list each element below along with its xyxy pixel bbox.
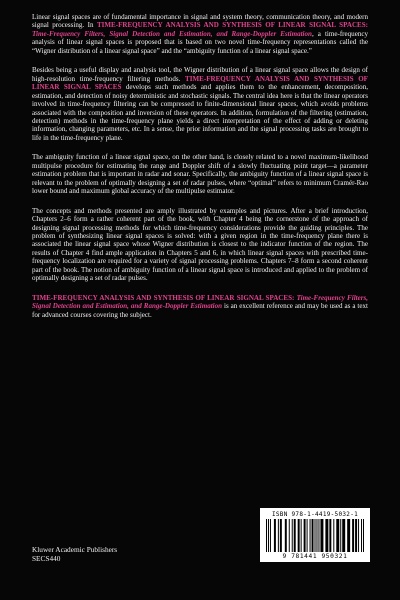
barcode-bar (268, 519, 269, 552)
body-text: The concepts and methods presented are amply illustrated by examples and pictures. After a brief introduction, Chapters 2–6 form a rather coherent part of the book, with Chapter 4 being the cornerstone of the approach of designing signal processing methods for which time-frequency considerations provide the guiding principles. The problem of synthesizing linear signal spaces is solved: with a given region in the time-frequency plane there is associated the linear signal space whose Wigner distribution is closest to the indicator function of the region. The results of Chapter 4 find ample application in Chapters 5 and 6, in which linear signal spaces with prescribed time-frequency localization are required for a variety of signal processing problems. Chapters 7–8 form a second coherent part of the book. The notion of ambiguity function of a linear signal space is introduced and applied to the problem of optimally designing a set of radar pulses. (32, 206, 368, 283)
body-text: The ambiguity function of a linear signal space, on the other hand, is closely related to a novel maximum-likelihood multipulse procedure for estimating the range and Doppler shift of a slowly fluctuating point target—a parameter estimation problem that is important in radar and sonar. Specifically, the ambiguity function of a linear signal space is relevant to the problem of optimally designing a set of radar pulses, where “optimal” refers to minimum Cramér-Rao lower bound and maximum global accuracy of the multipulse estimator. (32, 153, 368, 196)
isbn-number: ISBN 978-1-4419-5032-1 (271, 511, 359, 518)
barcode-bar (310, 519, 311, 552)
publisher-block (32, 545, 117, 563)
barcode-label (260, 508, 370, 562)
body-text: develops such methods and applies them to the enhancement, decomposition, estimation, and detection of noisy deterministic and stochastic signals. The central idea here is that the linear operators involved in time-frequency filtering can be compressed to finite-dimensional linear spaces, which avoids problems associated with the composition and inversion of these operators. In addition, formulation of the filtering (estimation, detection) methods in the time-frequency plane yields a direct interpretation of the effect of adding or deleting information, changing parameters, etc. In a sense, the prior information and the signal processing tasks are brought to life in the time-frequency plane. (32, 83, 368, 142)
body-text: is an excellent reference and may be used as a text for advanced courses covering the subject. (32, 302, 368, 319)
barcode-bar (315, 519, 316, 552)
body-text: Besides being a useful display and analysis tool, the Wigner distribution of a linear signal space allows the design of high-resolution time-frequency filtering methods. (32, 66, 368, 83)
barcode-bar (278, 519, 279, 552)
blurb-paragraph (32, 207, 368, 283)
barcode-bar (274, 519, 276, 552)
title-text: TIME-FREQUENCY ANALYSIS AND SYNTHESIS OF LINEAR SIGNAL SPACES (32, 74, 368, 92)
barcode-bar (340, 519, 341, 552)
barcode-bar (336, 519, 339, 552)
barcode-bar (320, 519, 323, 552)
barcode-bar (298, 519, 300, 552)
barcode-bar (347, 519, 350, 552)
title-text: TIME-FREQUENCY ANALYSIS AND SYNTHESIS OF LINEAR SIGNAL SPACES: (96, 21, 368, 30)
title-text: Time-Frequency Filters, Signal Detection and Estimation, and Range-Doppler Estimation (32, 29, 312, 38)
blurb-paragraph (32, 66, 368, 142)
title-text: TIME-FREQUENCY ANALYSIS AND SYNTHESIS OF LINEAR SIGNAL SPACES: (32, 293, 297, 302)
blurb-paragraph (32, 153, 368, 195)
barcode-bar (289, 519, 290, 552)
barcode-bar (358, 519, 359, 552)
blurb-text (32, 13, 368, 319)
barcode-bar (329, 519, 331, 552)
barcode-bar (342, 519, 345, 552)
barcode-bar (307, 519, 308, 552)
body-text: , a time-frequency analysis of linear signal spaces is proposed that is based on two novel time-frequency representations called the “Wigner distribution of a linear signal space” and the “ambiguity function of a linear signal space.” (32, 29, 368, 55)
blurb-paragraph (32, 13, 368, 55)
barcode-bar (361, 519, 362, 552)
barcode-bars (266, 519, 364, 552)
barcode-bar (294, 519, 296, 552)
barcode-bar (270, 519, 271, 552)
barcode-bar (285, 519, 287, 552)
barcode-bar (363, 519, 364, 552)
barcode-bar (318, 519, 319, 552)
barcode-bar (316, 519, 317, 552)
barcode-bar (333, 519, 334, 552)
barcode-bar (325, 519, 328, 552)
barcode-bar (266, 519, 267, 552)
body-text: Linear signal spaces are of fundamental importance in signal and system theory, communication theory, and modern signal processing. In (32, 13, 368, 30)
ean-digits: 9 781441 950321 (282, 553, 348, 560)
barcode-bar (280, 519, 282, 552)
barcode-bar (352, 519, 354, 552)
publisher-name: Kluwer Academic Publishers (32, 545, 118, 554)
blurb-paragraph (32, 294, 368, 319)
barcode-bar (312, 519, 314, 552)
barcode-bar (301, 519, 302, 552)
title-text: Time-Frequency Filters, Signal Detection and Estimation, and Range-Doppler Estimation (32, 293, 368, 311)
series-code: SECS440 (32, 554, 61, 563)
barcode-bar (304, 519, 306, 552)
barcode-bar (355, 519, 357, 552)
barcode-bar (292, 519, 293, 552)
